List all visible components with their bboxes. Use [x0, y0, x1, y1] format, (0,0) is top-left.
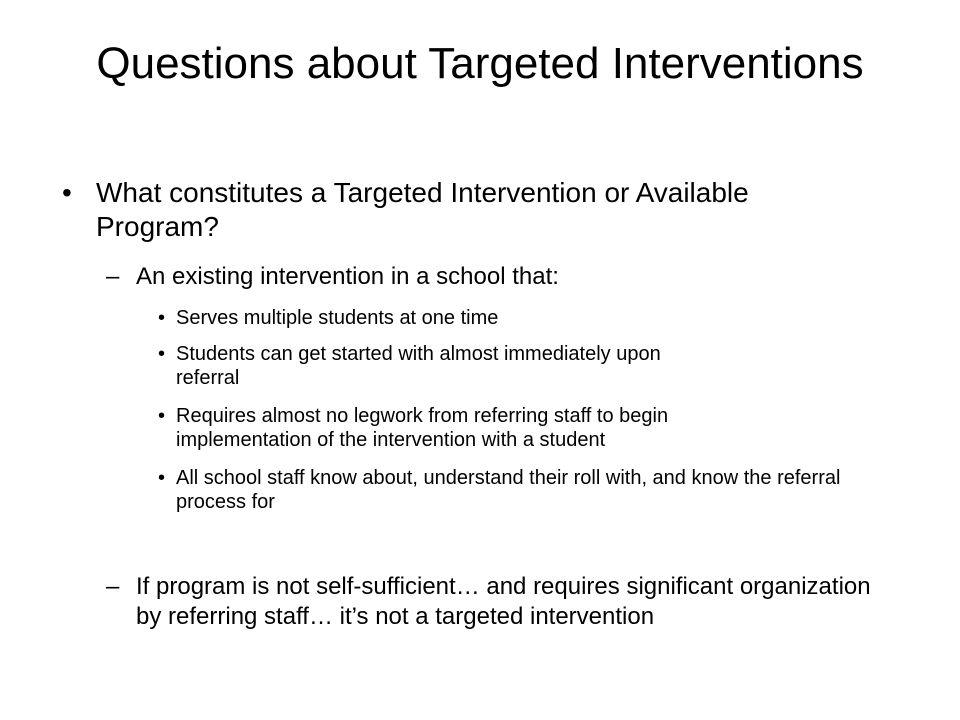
bullet-marker: • [62, 177, 72, 208]
bullet-text: What constitutes a Targeted Intervention or Available Program? [96, 177, 749, 242]
dash-marker: – [106, 263, 120, 290]
bullet-marker: • [158, 467, 166, 489]
list-item: Students can get started with almost immediately upon referral [176, 343, 661, 389]
sub-bullet-text: An existing intervention in a school that: [136, 263, 559, 290]
slide-title: Questions about Targeted Interventions [96, 39, 864, 88]
sub-bullet-text: If program is not self-sufficient… and requires significant organization by referring staff… it’s not a targeted intervention [136, 573, 871, 630]
list-item: All school staff know about, understand their roll with, and know the referral process for [176, 467, 841, 513]
bullet-marker: • [158, 343, 166, 365]
bullet-marker: • [158, 405, 166, 427]
bullet-marker: • [158, 307, 166, 329]
list-item: Requires almost no legwork from referring staff to begin implementation of the intervention with a student [176, 405, 669, 451]
list-item: Serves multiple students at one time [176, 307, 499, 329]
dash-marker: – [106, 573, 120, 600]
